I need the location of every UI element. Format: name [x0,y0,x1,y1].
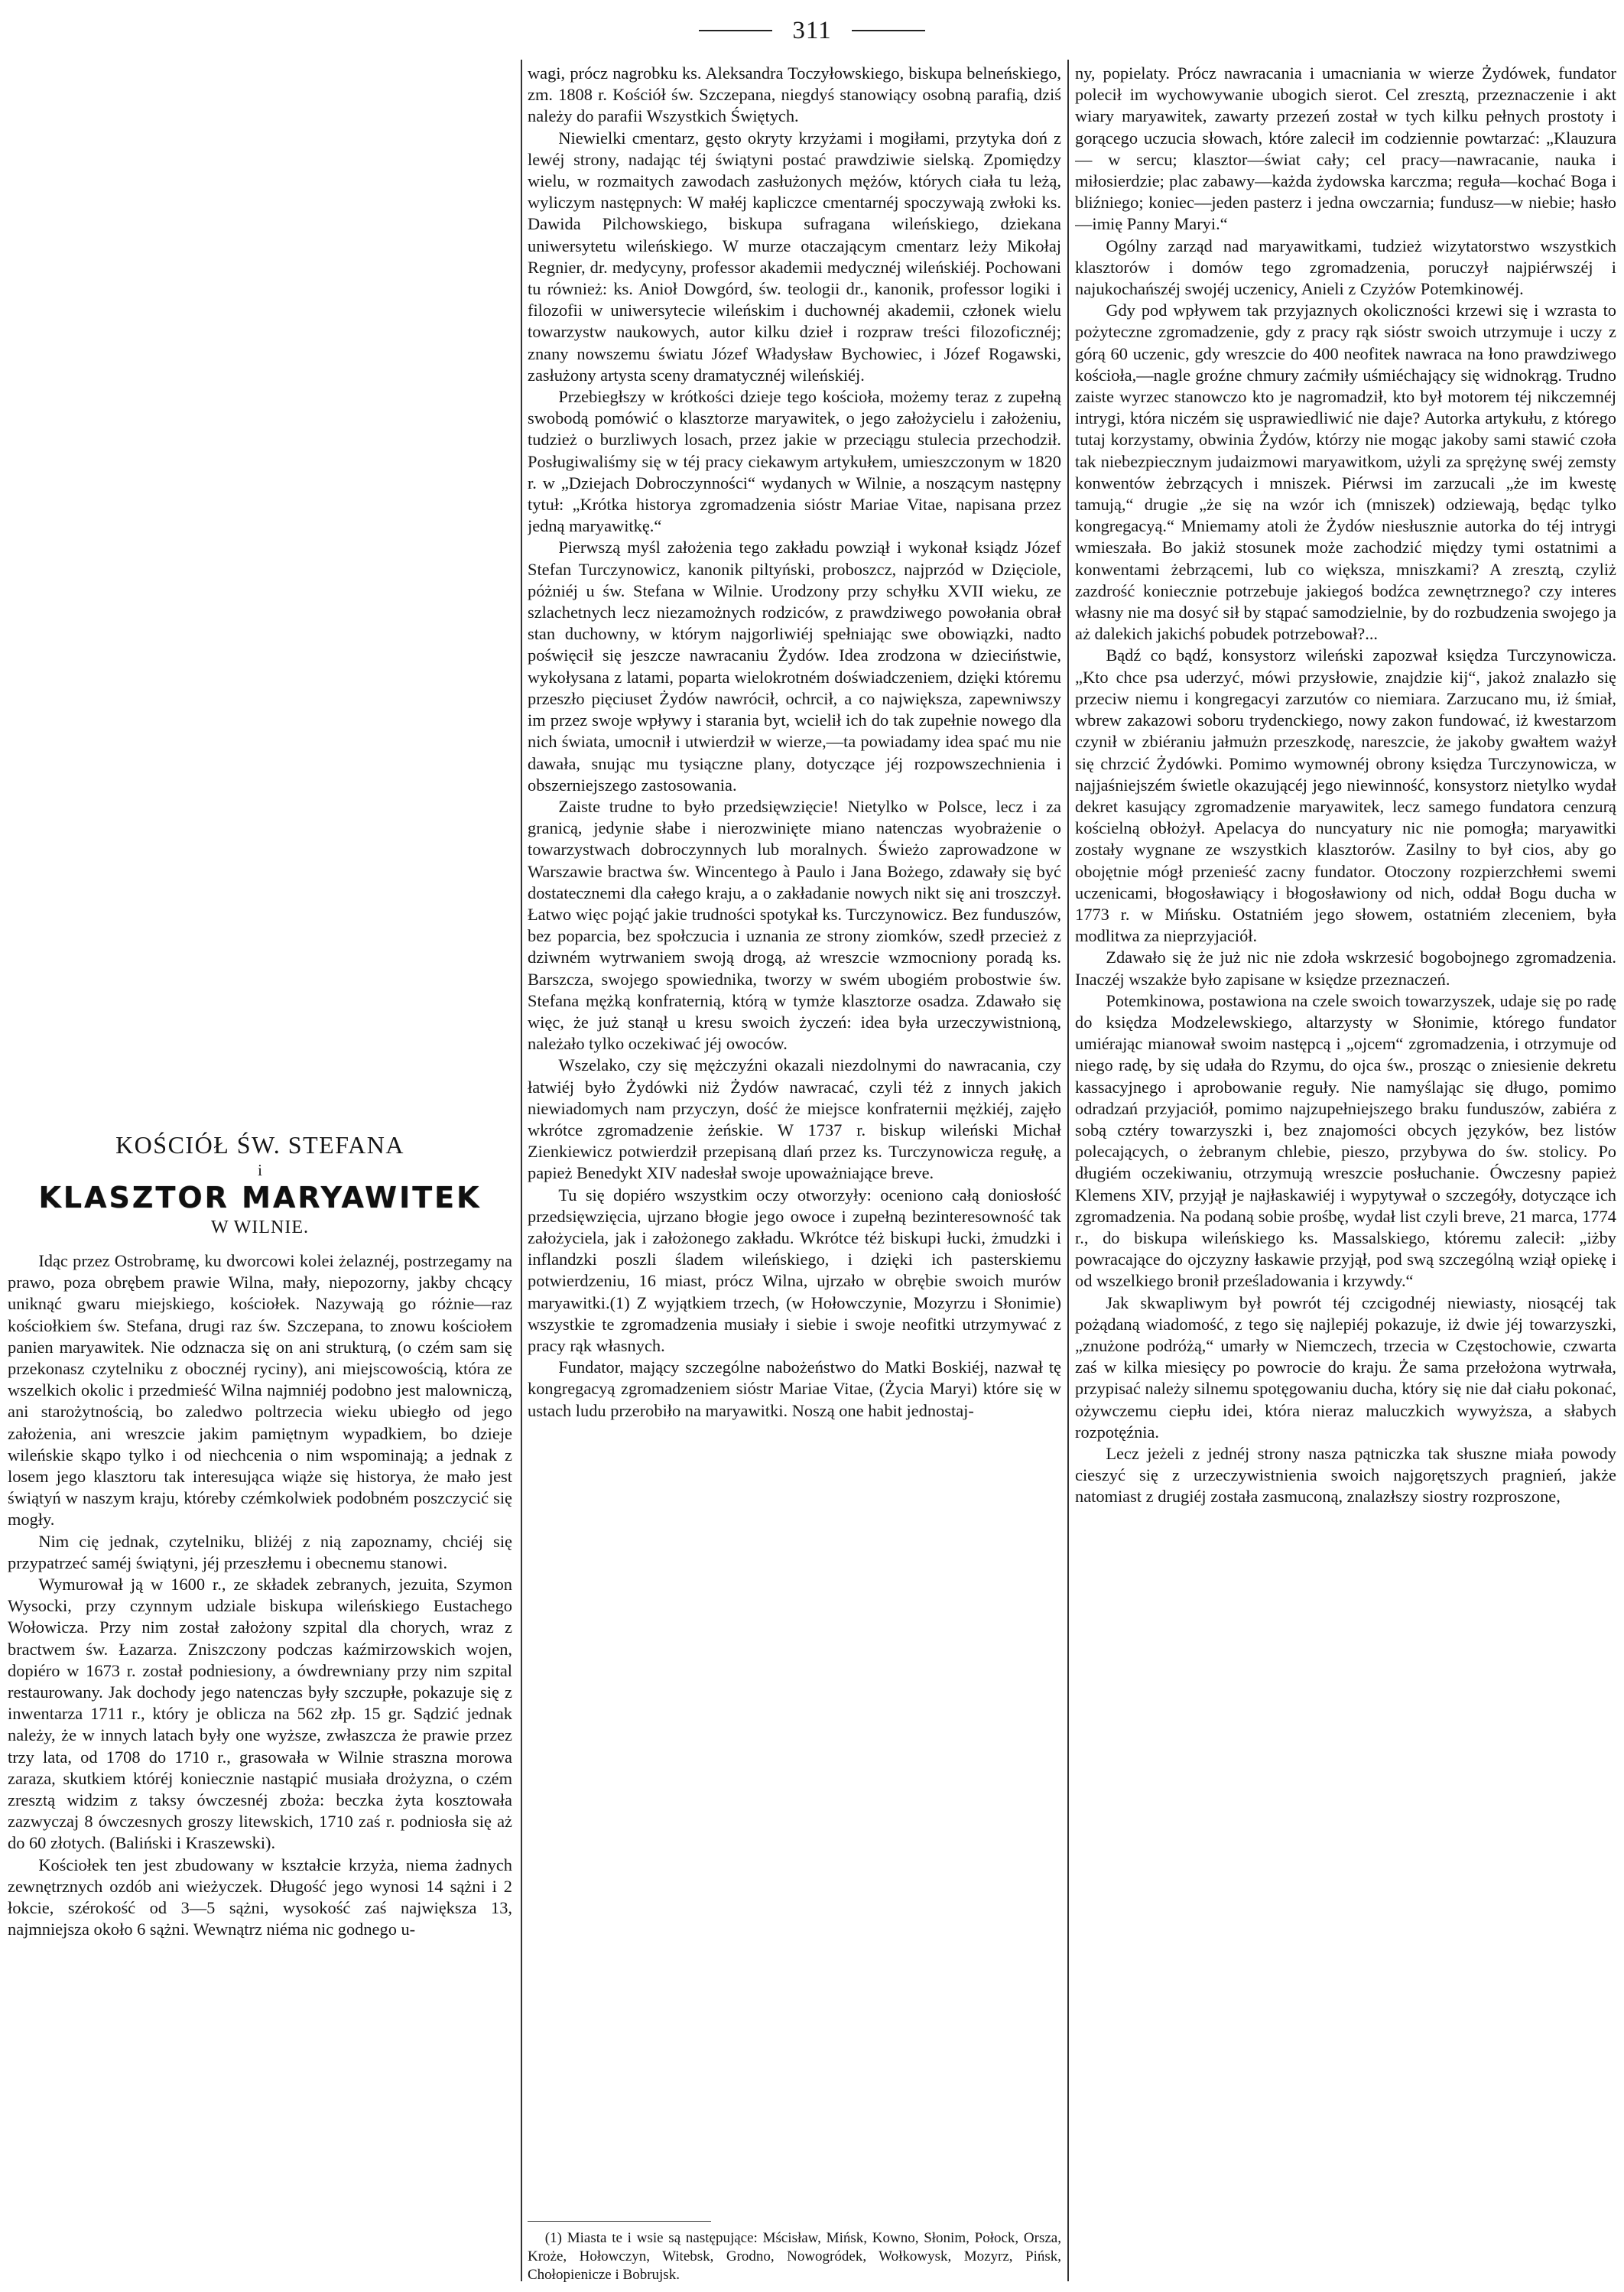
paragraph: Przebiegłszy w krótkości dzieje tego kościoła, możemy teraz z zupełną swobodą pomówić o klasztorze maryawitek, o jego założycielu i założeniu, tudzież o burzliwych losach, przez jakie w przeciągu stulecia przechodził. Posługiwaliśmy się w téj pracy ciekawym artykułem, umieszczonym w 1820 r. w „Dziejach Dobroczynności“ wydanych w Wilnie, a noszącym następny tytuł: „Krótka historya zgromadzenia sióstr Mariae Vitae, napisana przez jedną maryawitkę.“ [528,387,1061,536]
footnote-rule [528,2221,711,2222]
footnote-text: (1) Miasta te i wsie są następujące: Mścisław, Mińsk, Kowno, Słonim, Połock, Orsza, Kroże, Hołowczyn, Witebsk, Grodno, Nowogródek, Wołkowysk, Mozyrz, Pińsk, Chołopienicze i Bobrujsk. [528,2230,1061,2283]
illustration-space [8,63,512,1130]
paragraph: Fundator, mający szczególne nabożeństwo do Matki Boskiéj, nazwał tę kongregacyą zgromadzeniem sióstr Mariae Vitae, (Życia Maryi) które się w ustach ludu przerobiło na maryawitki. Noszą one habit jednostaj- [528,1357,1061,1420]
paragraph: Zdawało się że już nic nie zdoła wskrzesić bogobojnego zgromadzenia. Inaczéj wszakże było zapisane w księdze przeznaczeń. [1075,948,1616,989]
paragraph: Zaiste trudne to było przedsięwzięcie! Nietylko w Polsce, lecz i za granicą, jedynie słabe i nierozwinięte miano natenczas wyobrażenie o towarzystwach dobroczynnych lub moralnych. Świeżo zaprowadzone w Warszawie bractwa św. Wincentego à Paulo i Jana Bożego, zdawały się być dostatecznemi dla całego kraju, a o zakładanie nowych nikt się ani troszczył. Łatwo więc pojąć jakie trudności spotykał ks. Turczynowicz. Bez funduszów, bez poparcia, bez społczucia i uznania ze strony ziomków, szedł przecież z dziwném wytrwaniem swoją drogą, aż wreszcie wzmocniony poradą ks. Barszcza, swojego spowiednika, tworzy w swém ubogiém probostwie św. Stefana mężką konfraternią, którą w tymże klasztorze osadza. Zdawało się więc, że już stanął u kresu swoich życzeń: idea była urzeczywistnioną, należało tylko oczekiwać jéj owoców. [528,796,1061,1054]
paragraph: Jak skwapliwym był powrót téj czcigodnéj niewiasty, niosącéj tak pożądaną wiadomość, z tego się najlepiéj pokazuje, iż dwie jéj towarzyszki, „znużone podróżą,“ umarły w Niemczech, trzecia w Częstochowie, czwarta zaś w kilka miesięcy po powrocie do kraju. Że sama przełożona wytrwała, przypisać należy silnemu spotęgowaniu ducha, który się nie dał ciału pokonać, ożywczemu ciepłu idei, która nieraz maluczkich wywyższa, a słabych rozpotęźnia. [1075,1292,1616,1442]
paragraph: Niewielki cmentarz, gęsto okryty krzyżami i mogiłami, przytyka doń z lewéj strony, nadając téj świątyni postać prawdziwie sielską. Zpomiędzy wielu, w rozmaitych zawodach zasłużonych mężów, których ciała tu leżą, wyliczym następnych: W małéj kapliczce cmentarnéj spoczywają zwłoki ks. Dawida Pilchowskiego, biskupa sufragana wileńskiego, dziekana uniwersytetu wileńskiego. W murze otaczającym cmentarz leży Mikołaj Regnier, dr. medycyny, professor akademii medycznéj wileńskiéj. Pochowani tu również: ks. Anioł Dowgórd, św. teologii dr., kanonik, professor logiki i filozofii w uniwersytecie wileńskim i duchownéj akademii, członek wielu towarzystw naukowych, autor kilku dzieł i rozpraw treści filozoficznéj; znany nowszemu światu Józef Władysław Bychowiec, i Józef Rogawski, zasłużony artysta sceny dramatycznéj wileńskiéj. [528,128,1061,385]
page-header [0,9,1624,52]
header-rule-right [852,30,925,31]
paragraph: Pierwszą myśl założenia tego zakładu powziął i wykonał ksiądz Józef Stefan Turczynowicz, kanonik piltyński, proboszcz, najprzód w Dzięciole, póżniéj u św. Stefana w Wilnie. Urodzony przy schyłku XVII wieku, ze szlachetnych lecz niezamożnych rodziców, z prawdziwego powołania obrał stan duchowny, w którym najgorliwiéj spełniając swe obowiązki, nadto poświęcił się jeszcze nawracaniu Żydów. Idea zrodzona w dzieciństwie, wykołysana z latami, poparta wielokrotném doświadczeniem, dzięki któremu przeszło pięciuset Żydów nawrócił, ochrcił, a co największa, zapewniwszy im przez swoje wpływy i starania byt, wcielił ich do tak zupełnie nowego dla nich świata, umocnił i utwierdził w wierze,—ta powiadamy idea spać mu nie dawała, snując mu tysiączne plany, dotyczące jéj rozpowszechnienia i obszerniejszego zastosowania. [528,538,1061,795]
paragraph: ny, popielaty. Prócz nawracania i umacniania w wierze Żydówek, fundator polecił im wychowywanie ubogich sierot. Cel zresztą, przeznaczenie i akt wiary maryawitek, zawarty przezeń został w tych kilku pełnych prostoty i gorącego uczucia słowach, które zalecił im codziennie powtarzać: „Klauzura — w sercu; klasztor—świat cały; cel pracy—nawracanie, nauka i miłosierdzie; plac zabawy—każda żydowska karczma; reguła—kochać Boga i bliźniego; koniec—jeden pasterz i jedna owczarnia; fundusz—w niebie; hasło—imię Panny Maryi.“ [1075,63,1616,234]
paragraph: Bądź co bądź, konsystorz wileński zapozwał księdza Turczynowicza. „Kto chce psa uderzyć, mówi przysłowie, znajdzie kij“, jakoż znalazło się przeciw niemu i kongregacyi zarzutów co niemiara. Zarzucano mu, iż śmiał, wbrew zakazowi soboru trydenckiego, nowy zakon fundować, iż kwestarzom czynił w zbiéraniu jałmużn przeszkodę, nareszcie, że jakoby gwałtem ważył się chrzcić Żydówki. Pomimo wymownéj obrony księdza Turczynowicza, w najjaśniejszém świetle okazującéj jego niewinność, konsystorz nietylko wydał dekret kasujący zgromadzenie maryawitek, lecz samego fundatora cenzurą kościelną obłożył. Apelacya do nuncyatury nic nie pomogła; maryawitki zostały wygnane ze wszystkich klasztorów. Zasilny to był cios, aby go obojętnie mógł przenieść zacny fundator. Otoczony rozpierzchłemi swemi uczenicami, błogosławiący i błogosławiony od nich, oddał Bogu ducha w 1773 r. w Mińsku. Ostatniém jego słowem, ostatniém zleceniem, była modlitwa za nieprzyjaciół. [1075,645,1616,946]
title-line-1: KOŚCIÓŁ ŚW. STEFANA [115,1131,404,1159]
paragraph: Kościołek ten jest zbudowany w kształcie krzyża, niema żadnych zewnętrznych ozdób ani wieżyczek. Długość jego wynosi 14 sążni i 2 łokcie, szérokość od 3—5 sążni, wysokość zaś największa 13, najmniejsza około 6 sążni. Wewnątrz niéma nic godnego u- [8,1855,512,1939]
footnote [528,2207,1061,2284]
paragraph: Wymurował ją w 1600 r., ze składek zebranych, jezuita, Szymon Wysocki, przy czynnym udziale biskupa wileńskiego Eustachego Wołowicza. Przy nim został założony szpital dla chorych, wraz z bractwem św. Łazarza. Zniszczony podczas kaźmirzowskich wojen, dopiéro w 1673 r. został podniesiony, a ówdrewniany przy nim szpital restaurowany. Jak dochody jego natenczas były szczupłe, pokazuje się z inwentarza 1711 r., który je oblicza na 562 złp. 15 gr. Sądzić jednak należy, że w innych latach były one wyższe, zwłaszcza że prawie przez trzy lata, od 1708 do 1710 r., grasowała w Wilnie straszna morowa zaraza, skutkiem któréj koniecznie nastąpić musiała drożyzna, o czém zresztą widzim z taksy ówczesnéj zboża: beczka żyta kosztowała zazwyczaj 8 ówczesnych groszy litewskich, 1710 zaś r. podniosła się aż do 60 złotych. (Baliński i Kraszewski). [8,1575,512,1853]
header-rule-left [699,30,772,31]
column-middle [528,63,1061,2284]
column-divider-right [1067,60,1069,2281]
paragraph: Gdy pod wpływem tak przyjaznych okoliczności krzewi się i wzrasta to pożyteczne zgromadzenie, gdy z pracy rąk sióstr swoich utrzymuje i uczy z górą 60 uczenic, gdy wreszcie do 400 neofitek nawraca na łono prawdziwego kościoła,—nagle groźne chmury zaćmiły uśmiéchający się widnokrąg. Trudno zaiste wyrzec stanowczo kto je nagromadził, kto był motorem téj nikczemnéj intrygi, która niczém się usprawiedliwić nie daje? Autorka artykułu, z którego tutaj korzystamy, obwinia Żydów, którzy nie mogąc jakoby sami stawić czoła tak niebezpiecznym judaizmowi maryawitkom, użyli za sprężynę swéj zemsty konwentów żebrzących i mniszek. Piérwsi im zarzucali „że im kwestę tamują,“ drugie „że się na wzór ich (mniszek) odziewają, będąc tylko kongregacyą.“ Mniemamy atoli że Żydów niesłusznie autorka do téj intrygi wmieszała. Bo jakiż stosunek może zachodzić między tymi ostatnimi a konwentami żebrzącemi, lub co większa, mniszkami? A zresztą, czyliż zazdrość koniecznie potrzebuje jakiegoś bodźca zewnętrznego? czy interes własny nie ma dosyć sił by stąpać samodzielnie, by do rozbudzenia swojego ja aż dalekich jakichś pobudek potrzebował?... [1075,301,1616,644]
paragraph: Lecz jeżeli z jednéj strony nasza pątniczka tak słuszne miała powody cieszyć się z urzeczywistnienia swoich najgorętszych pragnień, jakże natomiast z drugiéj została zasmuconą, znalazłszy siostry rozproszone, [1075,1444,1616,1507]
page-number: 311 [792,16,832,44]
paragraph: Nim cię jednak, czytelniku, bliżéj z nią zapoznamy, chciéj się przypatrzeć saméj świątyni, jéj przeszłemu i obecnemu stanowi. [8,1531,512,1572]
paragraph: Idąc przez Ostrobramę, ku dworcowi kolei żelaznéj, postrzegamy na prawo, poza obrębem prawie Wilna, mały, niepozorny, jakby chcący uniknąć gwaru miejskiego, kościołek. Nazywają go różnie—raz kościołkiem św. Stefana, drugi raz św. Szczepana, to znowu kościołem panien maryawitek. Nie odznacza się on ani strukturą, (o czém sam się przekonasz czytelniku z obocznéj ryciny), ani miejscowością, która ze wszelkich okolic i przedmieść Wilna najmniéj podobno jest malowniczą, ani starożytnością, bo zaledwo poltrzecia wieku ubiegło od jego założenia, ani wreszcie jakim pamiętnym wypadkiem, bo dzieje wileńskie skąpo tylko i od niechcenia o nim wspominają; a jednak z losem jego klasztoru tak interesująca wiąże się historya, że mało jest świątyń w naszym kraju, któreby czémkolwiek podobném poszczycić się mogły. [8,1251,512,1530]
title-line-2: KLASZTOR MARYAWITEK [38,1181,482,1214]
paragraph: Tu się dopiéro wszystkim oczy otworzyły: oceniono całą doniosłość przedsięwzięcia, ujrzano błogie jego owoce i zupełną bezinteresowność tak założyciela, jak i założonego zakładu. Wkrótce téż biskupi łucki, żmudzki i inflandzki poszli śladem wileńskiego, i dzięki ich pasterskiemu potwierdzeniu, 16 miast, prócz Wilna, ujrzało w obrębie swoich murów maryawitki.(1) Z wyjątkiem trzech, (w Hołowczynie, Mozyrzu i Słonimie) wszystkie te zgromadzenia musiały i siebie i swoje neofitki utrzymywać z pracy rąk własnych. [528,1185,1061,1355]
column-divider-left [521,60,522,2281]
paragraph: Ogólny zarząd nad maryawitkami, tudzież wizytatorstwo wszystkich klasztorów i domów tego zgromadzenia, poruczył najpiérwszéj i najukochańszéj swojéj uczenicy, Anieli z Czyżów Potemkinowéj. [1075,236,1616,299]
column-middle-body [528,63,1061,2196]
column-left [8,63,512,2284]
title-conjunction: i [258,1161,262,1179]
article-title [8,1130,512,1240]
title-place: W WILNIE. [210,1218,310,1237]
paragraph: Wszelako, czy się mężczyźni okazali niezdolnymi do nawracania, czy łatwiéj było Żydówki niż Żydów nawracać, czyli téż z innych jakich niewiadomych nam przyczyn, dość że miejsce konfraternii mężkiéj, zajęło wkrótce zgromadzenie żeńskie. W 1737 r. biskup wileński Michał Zienkiewicz potwierdził przepisaną dlań przez ks. Turczynowicza regułę, a papież Benedykt XIV nadesłał swoje upoważniające breve. [528,1055,1061,1183]
paragraph: Potemkinowa, postawiona na czele swoich towarzyszek, udaje się po radę do księdza Modzelewskiego, altarzysty w Słonimie, którego fundator umiérając mianował swoim następcą i „ojcem“ zgromadzenia, i otrzymuje od niego radę, by się udała do Rzymu, do ojca św., prosząc o zniesienie dekretu kassacyjnego i aprobowanie reguły. Nie namyślając się długo, pomimo odradzań przyjaciół, pomimo najzupełniejszego braku funduszów, zabiéra z sobą cztéry towarzyszki i, bez znajomości obcych języków, bez listów polecających, o żebranym chlebie, pieszo, przybywa do św. stolicy. Po długiém oczekiwaniu, otrzymują wreszcie posłuchanie. Ówczesny papież Klemens XIV, przyjął je najłaskawiéj i wypytywał o szczegóły, dotyczące ich zgromadzenia. Na podaną sobie prośbę, wydał list czyli breve, 21 marca, 1774 r., do biskupa wileńskiego ks. Massalskiego, któremu zalecił: „iżby powracające do ojczyzny łaskawie przyjął, pod swą szczególną wziął opiekę i od wszelkiego bronił prześladowania i krzywdy.“ [1075,990,1616,1291]
column-right [1075,63,1616,2284]
paragraph: wagi, prócz nagrobku ks. Aleksandra Toczyłowskiego, biskupa belneńskiego, zm. 1808 r. Kościół św. Szczepana, niegdyś stanowiący osobną parafią, dziś należy do parafii Wszystkich Świętych. [528,63,1061,126]
